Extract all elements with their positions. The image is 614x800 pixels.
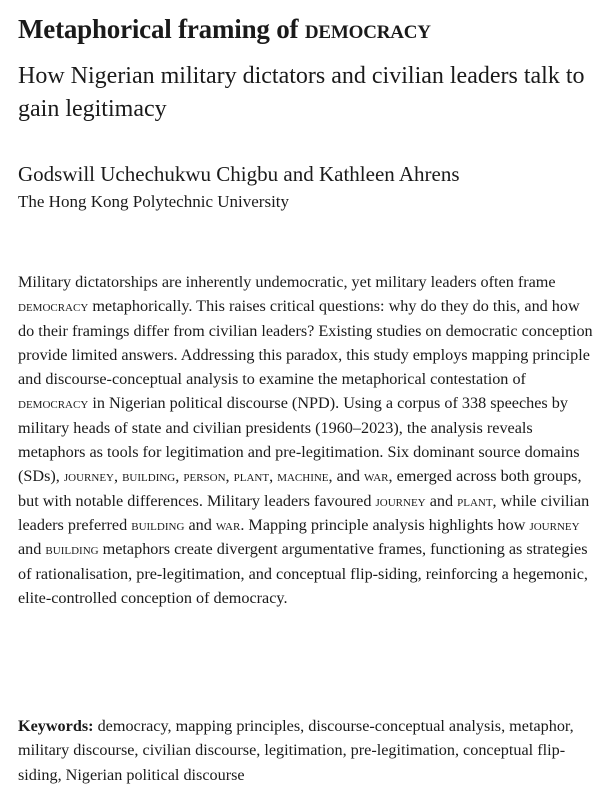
abstract-text: and — [429, 491, 454, 510]
keywords-text: democracy, mapping principles, discourse-conceptual analysis, metaphor, military discourse, civilian discourse, legitimation, pre-legitimation, conceptual flip-siding, Nigerian political discourse — [18, 717, 574, 784]
title-main: Metaphorical framing of — [18, 14, 299, 44]
abstract-text: Military dictatorships are inherently undemocratic, yet military leaders often frame — [18, 273, 556, 291]
paper-title — [18, 14, 431, 45]
domain-term: journey — [529, 515, 580, 534]
domain-term: building — [131, 515, 185, 534]
abstract-text: and — [188, 515, 212, 534]
domain-term: journey, — [63, 467, 119, 486]
domain-term: plant, — [457, 491, 497, 510]
abstract-text: metaphorically. This raises critical questions: why do they do this, and how do their framings differ from civilian leaders? Existing studies on democratic conception provide limited answers. Addressing this paradox, this study employs mapping principle and discourse-conceptual analysis to examine the metaphorical contestation of — [18, 297, 593, 389]
title-term: democracy — [304, 14, 431, 44]
abstract — [18, 270, 598, 610]
abstract-text: while civilian leaders preferred — [18, 491, 590, 534]
domain-term: journey — [375, 491, 426, 510]
authors: Godswill Uchechukwu Chigbu and Kathleen Ahrens — [18, 162, 460, 186]
paper-subtitle: How Nigerian military dictators and civilian leaders talk to gain legitimacy — [18, 63, 585, 122]
domain-term: building — [45, 540, 99, 559]
abstract-text: Mapping principle analysis highlights how — [248, 515, 526, 534]
abstract-text: and — [336, 467, 360, 486]
abstract-text: and — [18, 540, 42, 559]
domain-term: plant, — [233, 467, 274, 486]
domain-term: machine, — [277, 467, 333, 486]
abstract-text: in Nigerian political discourse (NPD). Using a corpus of 338 speeches by military heads of state and civilian presidents (1960–2023), the analysis reveals metaphors as tools for legitimation and pre-legitimation. Six dominant source domains (SDs), — [18, 394, 580, 486]
abstract-text: metaphors create divergent argumentative frames, functioning as strategies of rationalisation, pre-legitimation, and conceptual flip-siding, reinforcing a hegemonic, elite-controlled conception of democracy. — [18, 540, 588, 607]
domain-term: person, — [183, 467, 230, 486]
domain-term: democracy — [18, 394, 89, 413]
domain-term: democracy — [18, 297, 89, 316]
domain-term: building, — [122, 467, 180, 486]
abstract-text: emerged across both groups, but with notable differences. Military leaders favoured — [18, 467, 582, 510]
domain-term: war. — [215, 515, 245, 534]
keywords — [18, 714, 598, 787]
affiliation: The Hong Kong Polytechnic University — [18, 192, 290, 211]
domain-term: war, — [364, 467, 393, 486]
keywords-label: Keywords: — [18, 717, 94, 735]
